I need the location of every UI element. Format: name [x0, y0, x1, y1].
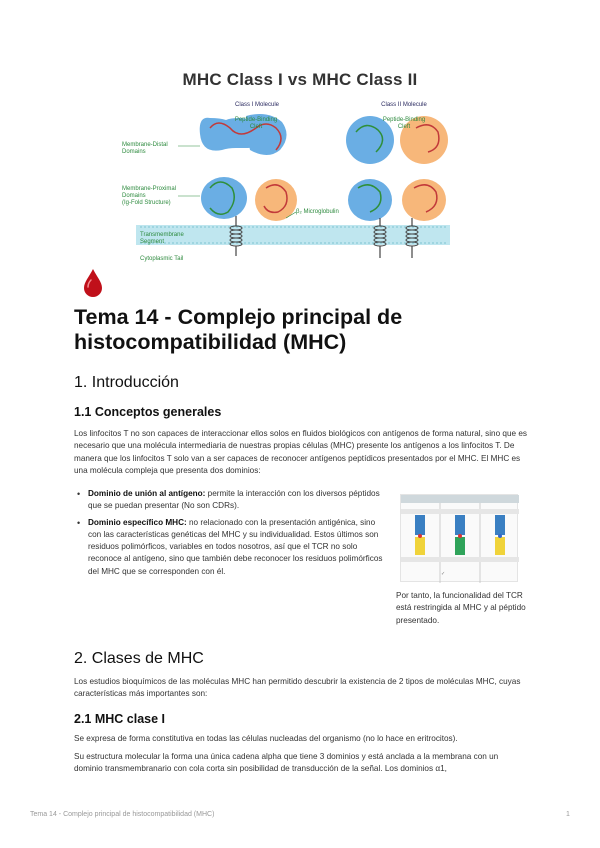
footer-title: Tema 14 - Complejo principal de histocompatibilidad (MHC) — [30, 811, 215, 818]
list-item: • Dominio específico MHC: no relacionado con la presentación antigénica, sino con las características genéticas del MHC y su individualidad. Estos últimos son residuos polimórficos, variables en todos nosotros, así que el TCR no solo reconoce al antígeno, sino que también debe reconocer los residuos polimórficos del MHC que se corresponden con él. — [74, 517, 386, 578]
list-item: • Dominio de unión al antígeno: permite la interacción con los diversos péptidos que se puedan presentar (No son CDRs). — [74, 488, 386, 513]
page-title: Tema 14 - Complejo principal de histocompatibilidad (MHC) — [74, 305, 403, 354]
cytoplasmic-label: Cytoplasmic Tail — [140, 256, 184, 262]
mhc-diagram — [60, 58, 540, 270]
class2-label: Class II Molecule — [381, 102, 427, 108]
paragraph-clase1-a: Se expresa de forma constitutiva en todas las células nucleadas del organismo (no lo hace en eritrocitos). — [74, 734, 458, 743]
transmembrane-label: Transmembrane Segment — [140, 232, 184, 245]
beta2-microglobulin-label: β₂ Microglobulin — [296, 209, 339, 215]
figure-title: MHC Class I vs MHC Class II — [182, 70, 418, 89]
heading-mhc-clase-1: 2.1 MHC clase I — [74, 712, 166, 726]
heading-conceptos-generales: 1.1 Conceptos generales — [74, 405, 222, 419]
paragraph-clase1-b: Su estructura molecular la forma una única cadena alpha que tiene 3 dominios y está anclada a la membrana con un dominio transmembranario con cola corta sin posibilidad de transducción de la señal. Los dominios α1, — [74, 752, 499, 774]
paragraph-intro: Los linfocitos T no son capaces de interaccionar ellos solos en fluidos biológicos con antígenos de forma natural, sino que es necesario que una molécula intermediaria de nuestras propias células (MHC) presente los antígenos a los linfocitos T. De manera que los linfocitos T solo van a ser capaces de reconocer antígenos peptídicos presentados por el MHC. El MHC es una molécula compleja que presenta dos dominios: — [74, 429, 528, 475]
mhc-figure — [60, 58, 540, 270]
paragraph-clases: Los estudios bioquímicos de las moléculas MHC han permitido descubrir la existencia de 2 tipos de moléculas MHC, cuyas características más importantes son: — [74, 677, 521, 699]
blood-drop-icon — [82, 268, 104, 298]
heading-clases-mhc: 2. Clases de MHC — [74, 650, 204, 667]
peptide-cleft-label-2: Peptide-Binding Cleft — [382, 117, 426, 130]
page-number: 1 — [566, 811, 570, 818]
peptide-cleft-label-1: Peptide-Binding Cleft — [234, 117, 278, 130]
mhc-restriction-image — [400, 494, 518, 582]
side-caption: Por tanto, la funcionalidad del TCR está restringida al MHC y al péptido presentado. — [396, 591, 526, 625]
membrane-proximal-label: Membrane-Proximal Domains (Ig-Fold Structure) — [122, 186, 177, 206]
class1-label: Class I Molecule — [234, 102, 279, 108]
domain-list — [74, 488, 386, 582]
membrane-distal-label: Membrane-Distal Domains — [122, 142, 168, 155]
svg-text:✓: ✓ — [441, 571, 446, 577]
heading-introduccion: 1. Introducción — [74, 374, 179, 391]
